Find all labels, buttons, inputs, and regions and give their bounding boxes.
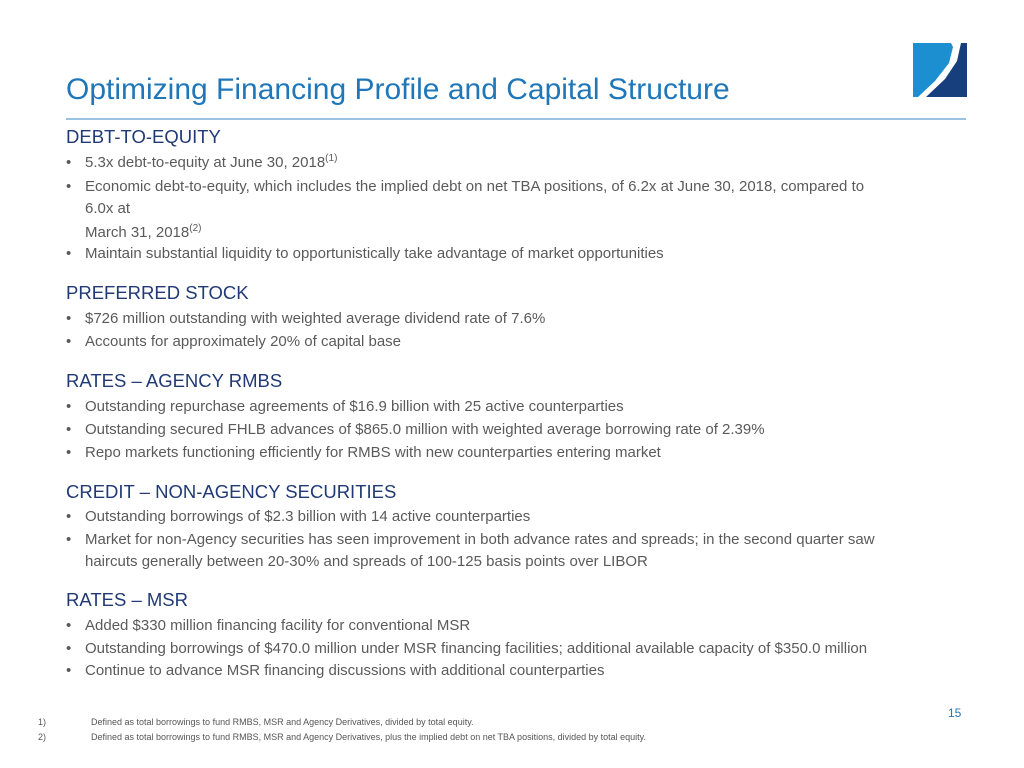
title-divider [66,118,966,120]
bullet-item: • Outstanding secured FHLB advances of $865.0 million with weighted average borrowing rate of 2.39% [66,421,765,438]
bullet-continuation: haircuts generally between 20-30% and spreads of 100-125 basis points over LIBOR [85,553,648,570]
page-title: Optimizing Financing Profile and Capital Structure [66,73,730,106]
bullet-item: • $726 million outstanding with weighted average dividend rate of 7.6% [66,310,546,327]
bullet-item: • Maintain substantial liquidity to opportunistically take advantage of market opportunities [66,245,664,262]
footnote: 2) Defined as total borrowings to fund RMBS, MSR and Agency Derivatives, plus the implied debt on net TBA positions, divided by total equity. [38,732,646,742]
section-heading-rates-msr: RATES – MSR [66,589,188,610]
bullet-item: • Market for non-Agency securities has seen improvement in both advance rates and spreads; in the second quarter saw [66,531,875,548]
bullet-item: • Outstanding repurchase agreements of $16.9 billion with 25 active counterparties [66,398,624,415]
section-heading-rates-agency-rmbs: RATES – AGENCY RMBS [66,370,283,391]
company-logo [913,43,967,97]
section-heading-credit-non-agency: CREDIT – NON-AGENCY SECURITIES [66,481,397,502]
bullet-item: • Outstanding borrowings of $2.3 billion with 14 active counterparties [66,508,531,525]
bullet-item: • Continue to advance MSR financing discussions with additional counterparties [66,662,605,679]
bullet-continuation: March 31, 2018$^{(2)}$ [85,223,202,241]
bullet-item: • Added $330 million financing facility for conventional MSR [66,617,471,634]
bullet-item: • Outstanding borrowings of $470.0 million under MSR financing facilities; additional available capacity of $350.0 million [66,640,868,657]
bullet-continuation: 6.0x at [85,200,131,217]
section-heading-debt-to-equity: DEBT-TO-EQUITY [66,126,221,147]
page-number: 15 [948,706,962,720]
bullet-item: • Economic debt-to-equity, which includes the implied debt on net TBA positions, of 6.2x at June 30, 2018, compared to [66,178,865,195]
bullet-item: • 5.3x debt-to-equity at June 30, 2018$^{(1)}$ [66,153,338,171]
section-heading-preferred-stock: PREFERRED STOCK [66,282,249,303]
bullet-item: • Repo markets functioning efficiently for RMBS with new counterparties entering market [66,444,661,461]
bullet-item: • Accounts for approximately 20% of capital base [66,333,402,350]
footnote: 1) Defined as total borrowings to fund RMBS, MSR and Agency Derivatives, divided by total equity. [38,717,474,727]
